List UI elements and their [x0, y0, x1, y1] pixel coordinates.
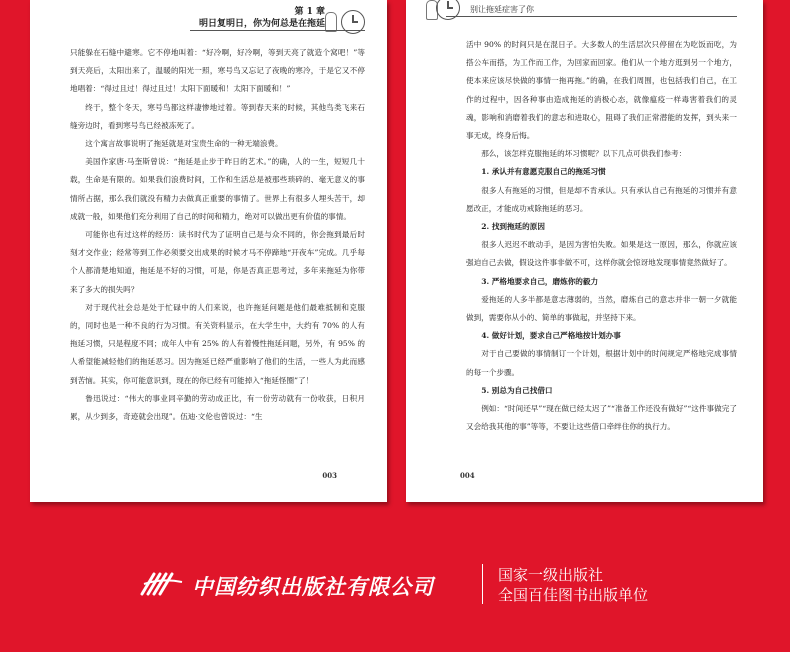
header-rule: [190, 30, 365, 31]
paragraph: 对于自己要做的事情制订一个计划，根据计划中的时间规定严格地完成事情的每一个步骤。: [466, 349, 737, 377]
header-rule: [446, 16, 737, 17]
paragraph: 美国作家唐·马奎斯曾说：“拖延是止步于昨日的艺术。”的确，人的一生，短短几十载，生命是有限的。如果我们浪费时间，工作和生活总是被那些琐碎的、毫无意义的事情所占据，那么我们就没有精力去做真正重要的事情了。世界上有很多人埋头苦干，却成就一般，如果他们充分利用了自己的时间和精力，绝对可以做出更有价值的事情。: [70, 157, 365, 221]
paragraph: 鲁迅说过：“伟大的事业同辛勤的劳动成正比，有一份劳动就有一份收获，日积月累，从少到多，奇迹就会出现”。伍迪·文伦也曾说过：“生: [70, 393, 365, 422]
book-title-header: 别让拖延症害了你: [470, 5, 534, 14]
textile-press-logo-icon: [140, 570, 184, 596]
paragraph: 很多人有拖延的习惯，但是却不肯承认。只有承认自己有拖延的习惯并有意愿改正，才能成功戒除拖延的恶习。: [466, 185, 737, 213]
page-number: 003: [322, 471, 337, 480]
right-page-body: [466, 36, 737, 436]
publisher-tagline-2: 全国百佳图书出版单位: [498, 586, 649, 604]
paragraph: 爱拖延的人多半都是意志薄弱的，当然，磨炼自己的意志并非一朝一夕就能做到，需要你从小的、简单的事做起，并坚持下来。: [466, 294, 737, 323]
paragraph: 终于，整个冬天，寒号鸟都这样凄惨地过着。等到春天来的时候，其他鸟类飞来石缝旁边时，看到寒号鸟已经被冻死了。: [70, 102, 365, 130]
section-heading: 5. 别总为自己找借口: [481, 385, 553, 395]
paragraph: 只能躲在石缝中避寒。它不停地叫着：“好冷啊，好冷啊，等到天亮了就造个窝吧！”等到天亮后，太阳出来了，温暖的阳光一照，寒号鸟又忘记了夜晚的寒冷，于是它又不停地唱着：“得过且过！得过且过！太阳下面暖和！太阳下面暖和！”: [70, 48, 365, 94]
left-book-page: [30, 0, 387, 502]
paragraph: 很多人迟迟不敢动手，是因为害怕失败。如果是这一原因，那么，你就应该强迫自己去做，假设这件事非做不可，这样你就会惊讶地发现事情竟然做好了。: [466, 240, 737, 268]
left-page-header: [199, 6, 365, 30]
publisher-banner: [140, 562, 660, 606]
publisher-name: 中国纺织出版社有限公司: [192, 574, 434, 599]
paragraph: 那么，该怎样克服拖延的坏习惯呢？以下几点可供我们参考：: [481, 149, 687, 159]
chapter-title: 明日复明日，你为何总是在拖延: [198, 19, 325, 29]
clock-icon: [436, 0, 460, 20]
paragraph: 这个寓言故事说明了拖延就是对宝贵生命的一种无端浪费。: [85, 139, 283, 149]
chapter-label: 第 1 章: [294, 7, 325, 17]
left-page-body: [70, 44, 365, 426]
paragraph: 可能你也有过这样的经历：读书时代为了证明自己是与众不同的，你会拖到最后时刻才交作业；经常等到工作必须要交出成果的时候才马不停蹄地“开夜车”完成。几乎每个人都清楚地知道，拖延是不好的习惯，可是，你是否真正思考过，多年来拖延为你带来了多大的损失吗？: [70, 230, 365, 294]
page-number: 004: [460, 471, 475, 480]
paragraph: 活中 90% 的时间只是在混日子。大多数人的生活层次只停留在为吃饭而吃，为搭公车而搭，为工作而工作，为回家而回家。他们从一个地方逛到另一个地方，使本来应该尽快做的事情一拖再拖。”的确，在我们周围，也包括我们自己，在工作的过程中，因各种事由造成拖延的消极心态，就像瘟疫一样毒害着我们的灵魂，影响和消磨着我们的意志和进取心，阻碍了我们正常潜能的发挥，到头来一事无成，终身后悔。: [466, 40, 737, 141]
paragraph: 例如：“时间还早”“现在做已经太迟了”“准备工作还没有做好”“这件事做完了又会给我其他的事”等等，不要让这些借口牵绊住你的执行力。: [466, 404, 737, 432]
section-heading: 1. 承认并有意愿克服自己的拖延习惯: [481, 167, 606, 177]
divider: [482, 564, 483, 604]
publisher-tagline-1: 国家一级出版社: [498, 566, 604, 584]
section-heading: 2. 找到拖延的原因: [481, 222, 545, 232]
section-heading: 4. 做好计划，要求自己严格地按计划办事: [481, 331, 621, 341]
paragraph: 对于现代社会总是处于忙碌中的人们来说，也许拖延问题是他们最难抵制和克服的，同时也是一种不良的行为习惯。有关资料显示，在大学生中，大约有 70% 的人有拖延习惯，只是程度不同；成年人中有 25% 的人有着慢性拖延问题，另外，有 95% 的人希望能减轻他们的拖延恶习。因为拖延已经严重影响了他们的生活，一些人为此而感到苦恼。其实，你可能意识到，现在的你已经有可能掉入“拖延怪圈”了！: [70, 302, 365, 385]
right-book-page: [406, 0, 763, 502]
section-heading: 3. 严格地要求自己，磨炼你的毅力: [481, 276, 599, 286]
